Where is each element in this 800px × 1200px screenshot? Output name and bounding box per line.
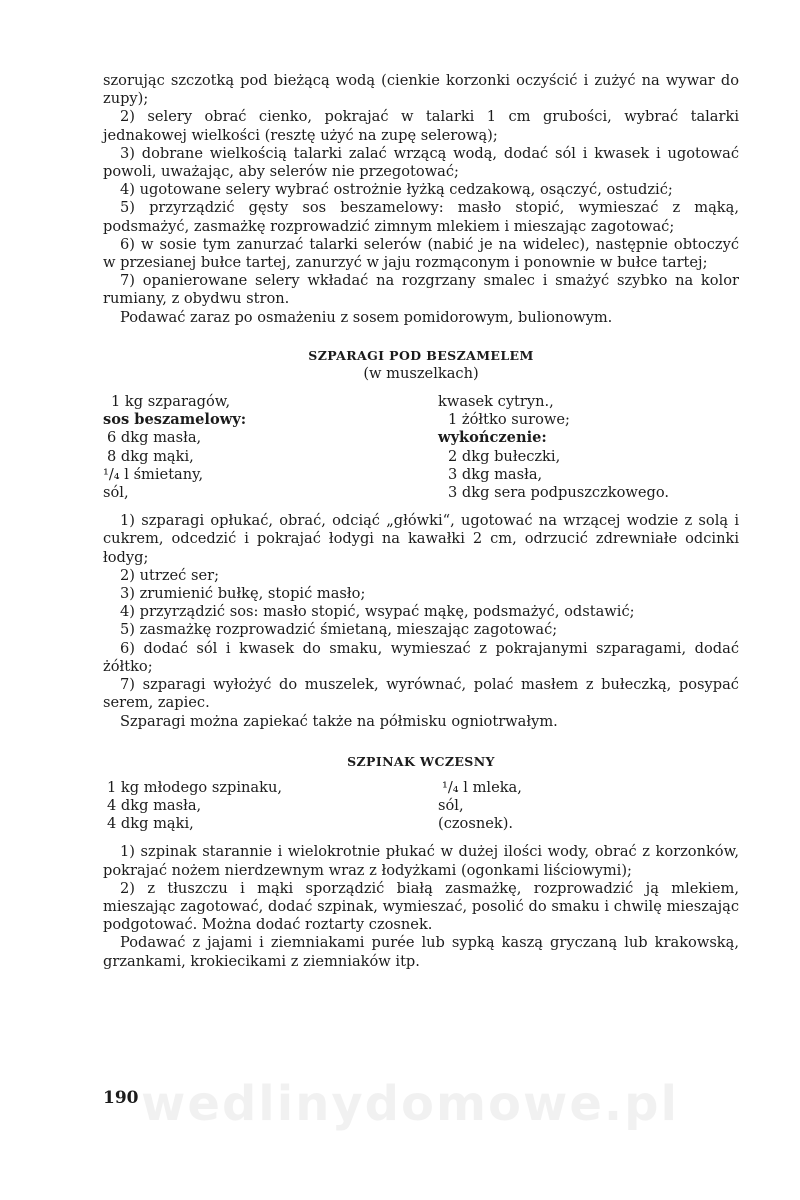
recipe1-step-4: 4) przyrządzić sos: masło stopić, wsypać mąkę, podsmażyć, odstawić; [120, 603, 635, 621]
intro-step-4: 4) ugotowane selery wybrać ostrożnie łyżką cedzakową, osączyć, ostudzić; [120, 181, 673, 199]
ingredients-right-column [438, 393, 739, 502]
ingredient-item: sól, [438, 796, 464, 814]
ingredient-item: 2 dkg bułeczki, [448, 447, 561, 465]
recipe2-serving-note: Podawać z jajami i ziemniakami purée lub sypką kaszą gryczaną lub krakowską, grzankami, krokiecikami z ziemniaków itp. [103, 934, 739, 970]
ingredient-item: 3 dkg sera podpuszczkowego. [448, 484, 670, 502]
intro-step-5: 5) przyrządzić gęsty sos beszamelowy: masło stopić, wymieszać z mąką, podsmażyć, zasmażkę rozprowadzić zimnym mlekiem i mieszając zagotować; [103, 199, 739, 235]
ingredients-szparagi [103, 393, 739, 502]
page-number: 190 [103, 1088, 139, 1108]
watermark: wedlinydomowe.pl [141, 1076, 679, 1132]
recipe1-step-3: 3) zrumienić bułkę, stopić masło; [120, 585, 366, 603]
ingredient-item: 1 kg młodego szpinaku, [107, 778, 283, 796]
ingredient-group-heading: wykończenie: [438, 429, 547, 447]
recipe1-step-5: 5) zasmażkę rozprowadzić śmietaną, mieszając zagotować; [120, 621, 558, 639]
recipe-subtitle-szparagi: (w muszelkach) [363, 364, 479, 382]
intro-step-7: 7) opanierowane selery wkładać na rozgrzany smalec i smażyć szybko na kolor rumiany, z obydwu stron. [103, 272, 739, 308]
recipe2-step-2: 2) z tłuszczu i mąki sporządzić białą zasmażkę, rozprowadzić ją mlekiem, mieszając zagotować, dodać szpinak, wymieszać, posolić do smaku i chwilę mieszając podgotować. Można dodać roztarty czosnek. [103, 879, 739, 934]
ingredient-group-heading: sos beszamelowy: [103, 411, 247, 429]
recipe-title-szparagi: SZPARAGI POD BESZAMELEM [308, 347, 534, 363]
intro-step-2: 2) selery obrać cienko, pokrajać w talarki 1 cm grubości, wybrać talarki jednakowej wielkości (resztę użyć na zupę selerową); [103, 108, 739, 144]
ingredient-item: 8 dkg mąki, [107, 447, 194, 465]
recipe1-step-6: 6) dodać sól i kwasek do smaku, wymieszać z pokrajanymi szparagami, dodać żółtko; [103, 639, 739, 675]
ingredient-item: sól, [103, 484, 129, 502]
ingredient-item: 6 dkg masła, [107, 429, 202, 447]
ingredients-left-column [103, 393, 438, 502]
ingredient-item: (czosnek). [438, 815, 514, 833]
recipe1-step-7: 7) szparagi wyłożyć do muszelek, wyrównać, polać masłem z bułeczką, posypać serem, zapiec. [103, 676, 739, 712]
recipe-title-szpinak: SZPINAK WCZESNY [347, 753, 495, 769]
ingredient-item: 4 dkg masła, [107, 796, 202, 814]
recipe2-step-1: 1) szpinak starannie i wielokrotnie płukać w dużej ilości wody, obrać z korzonków, pokrajać nożem nierdzewnym wraz z łodyżkami (ogonkami liściowymi); [103, 843, 739, 879]
intro-step-3: 3) dobrane wielkością talarki zalać wrzącą wodą, dodać sól i kwasek i ugotować powoli, uważając, aby selerów nie przegotować; [103, 144, 739, 181]
ingredients-right-column [438, 779, 739, 834]
intro-serving-note: Podawać zaraz po osmażeniu z sosem pomidorowym, bulionowym. [120, 308, 613, 326]
ingredient-item: 4 dkg mąki, [107, 815, 194, 833]
recipe1-step-1: 1) szparagi opłukać, obrać, odciąć „główki“, ugotować na wrzącej wodzie z solą i cukrem, odcedzić i pokrajać łodygi na kawałki 2 cm, odrzucić zdrewniałe odcinki łodyg; [103, 512, 739, 566]
intro-step-continuation: szorując szczotką pod bieżącą wodą (cienkie korzonki oczyścić i zużyć na wywar do zupy); [103, 72, 739, 108]
recipe1-serving-note: Szparagi można zapiekać także na półmisku ogniotrwałym. [120, 712, 558, 730]
ingredient-item: 3 dkg masła, [448, 465, 543, 483]
ingredient-item: ¹/₄ l śmietany, [103, 465, 204, 483]
ingredient-item: 1 żółtko surowe; [448, 411, 570, 429]
page-content [103, 72, 739, 971]
recipe1-step-2: 2) utrzeć ser; [120, 566, 220, 584]
ingredients-left-column [103, 779, 438, 834]
intro-step-6: 6) w sosie tym zanurzać talarki selerów (nabić je na widelec), następnie obtoczyć w przesianej bułce tartej, zanurzyć w jaju rozmąconym i ponownie w bułce tartej; [103, 235, 739, 272]
ingredients-szpinak [103, 779, 739, 834]
ingredient-item: ¹/₄ l mleka, [442, 778, 522, 796]
ingredient-item: kwasek cytryn., [438, 393, 554, 411]
ingredient-item: 1 kg szparagów, [111, 393, 231, 411]
